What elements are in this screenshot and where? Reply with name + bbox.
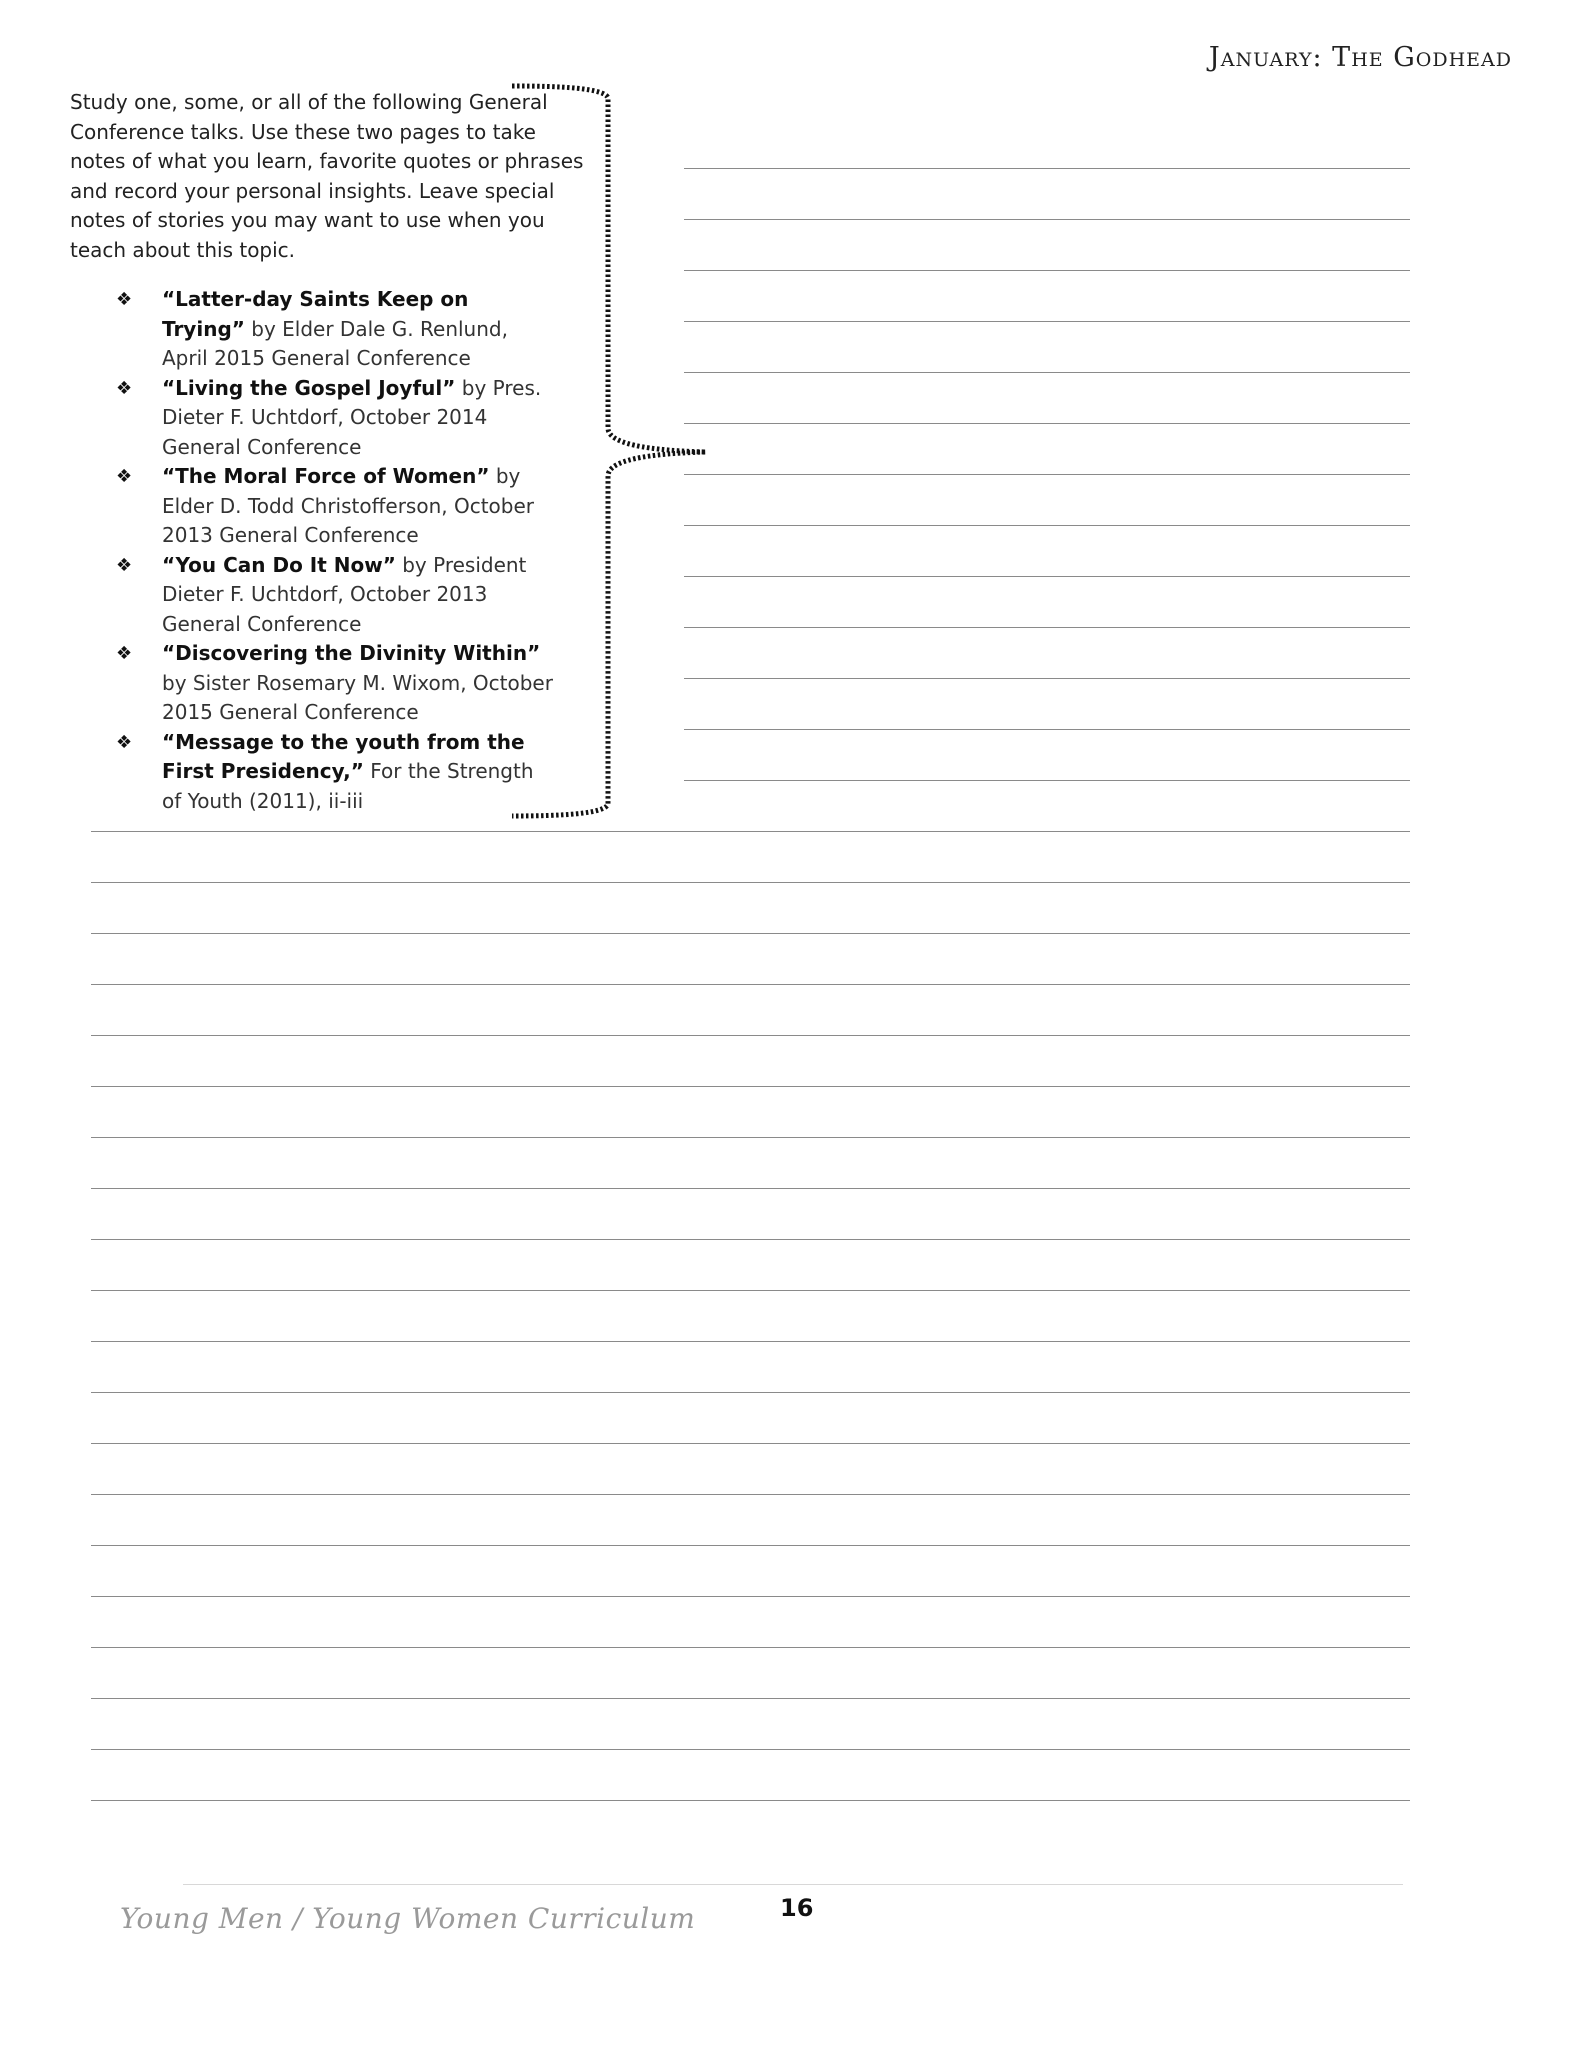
- writing-line[interactable]: [91, 1494, 1410, 1495]
- writing-line[interactable]: [684, 627, 1410, 628]
- writing-line[interactable]: [91, 1137, 1410, 1138]
- writing-line[interactable]: [91, 1800, 1410, 1801]
- talk-details: For the Strength of Youth (2011), ii-iii: [162, 759, 534, 813]
- diamond-bullet-icon: ❖: [116, 731, 133, 753]
- diamond-bullet-icon: ❖: [116, 289, 133, 310]
- talk-title: “You Can Do It Now”: [162, 552, 396, 577]
- diamond-bullet-icon: ❖: [116, 466, 133, 487]
- talk-details: by Sister Rosemary M. Wixom, October 2015 General Conference: [162, 670, 553, 724]
- intro-paragraph: Study one, some, or all of the following General Conference talks. Use these two pages to take notes of what you learn, favorite quotes or phrases and record your personal insights. Leave special notes of stories you may want to use when you teach about this topic.: [70, 90, 584, 262]
- talk-details: by Elder Dale G. Renlund, April 2015 General Conference: [162, 316, 508, 370]
- writing-line[interactable]: [91, 1290, 1410, 1291]
- writing-line[interactable]: [91, 1647, 1410, 1648]
- talk-details: by Pres. Dieter F. Uchtdorf, October 2014 General Conference: [162, 375, 542, 459]
- writing-line[interactable]: [91, 1035, 1410, 1036]
- writing-line[interactable]: [91, 1239, 1410, 1240]
- writing-line[interactable]: [684, 576, 1410, 577]
- writing-line[interactable]: [91, 1698, 1410, 1699]
- writing-line[interactable]: [91, 831, 1410, 832]
- writing-line[interactable]: [684, 270, 1410, 271]
- diamond-bullet-icon: ❖: [116, 377, 133, 399]
- talk-title: “Living the Gospel Joyful”: [162, 375, 456, 400]
- page-number: 16: [780, 1894, 814, 1922]
- writing-line[interactable]: [91, 1188, 1410, 1189]
- writing-line[interactable]: [91, 882, 1410, 883]
- writing-line[interactable]: [684, 219, 1410, 220]
- writing-line[interactable]: [91, 1749, 1410, 1750]
- writing-line[interactable]: [91, 984, 1410, 985]
- writing-line[interactable]: [684, 321, 1410, 322]
- list-item: [70, 374, 557, 463]
- talk-title: “The Moral Force of Women”: [162, 464, 490, 488]
- writing-line[interactable]: [91, 1341, 1410, 1342]
- list-item: [70, 462, 557, 551]
- talk-title: “Latter-day Saints Keep on Trying”: [162, 287, 469, 341]
- talk-title: “Discovering the Divinity Within”: [162, 641, 541, 665]
- writing-line[interactable]: [684, 678, 1410, 679]
- diamond-bullet-icon: ❖: [116, 554, 133, 576]
- dotted-brace-icon: [500, 78, 720, 838]
- list-item: [70, 551, 557, 640]
- writing-line[interactable]: [684, 474, 1410, 475]
- writing-line[interactable]: [91, 1086, 1410, 1087]
- talk-title: “Message to the youth from the First Presidency,”: [162, 729, 525, 783]
- writing-line[interactable]: [684, 780, 1410, 781]
- page-header-title: January: The Godhead: [1208, 42, 1512, 73]
- talk-details: by Elder D. Todd Christofferson, October 2013 General Conference: [162, 464, 535, 547]
- writing-line[interactable]: [91, 933, 1410, 934]
- diamond-bullet-icon: ❖: [116, 643, 133, 664]
- writing-line[interactable]: [684, 168, 1410, 169]
- writing-line[interactable]: [91, 1443, 1410, 1444]
- writing-line[interactable]: [684, 525, 1410, 526]
- writing-line[interactable]: [684, 729, 1410, 730]
- footer-divider: [183, 1884, 1403, 1885]
- writing-line[interactable]: [91, 1596, 1410, 1597]
- footer-curriculum-title: Young Men / Young Women Curriculum: [120, 1902, 696, 1935]
- list-item: [70, 639, 557, 728]
- writing-line[interactable]: [91, 1392, 1410, 1393]
- writing-line[interactable]: [91, 1545, 1410, 1546]
- writing-line[interactable]: [684, 423, 1410, 424]
- list-item: [70, 285, 557, 374]
- list-item: [70, 728, 557, 817]
- writing-line[interactable]: [684, 372, 1410, 373]
- talk-details: by President Dieter F. Uchtdorf, October 2013 General Conference: [162, 552, 527, 636]
